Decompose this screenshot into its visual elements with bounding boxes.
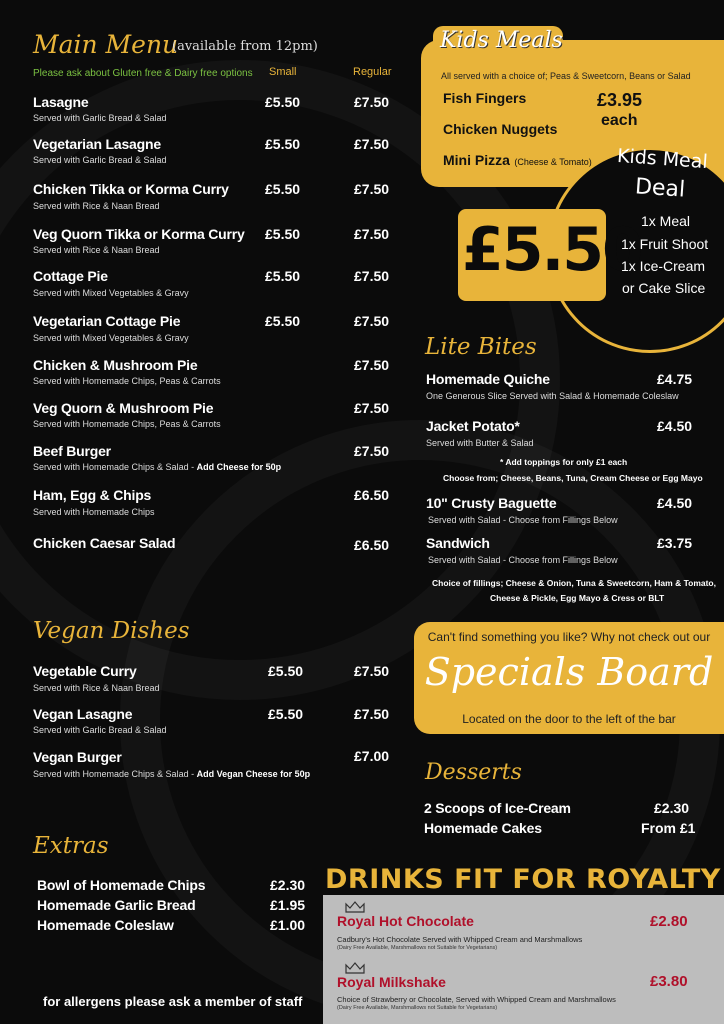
item-desc: Served with Mixed Vegetables & Gravy xyxy=(33,333,189,343)
kids-deal-line: or Cake Slice xyxy=(622,280,706,296)
kids-item-name: Mini Pizza xyxy=(443,152,510,168)
drinks-title: DRINKS FIT FOR ROYALTY xyxy=(325,864,721,895)
kids-served-note: All served with a choice of; Peas & Sweetcorn, Beans or Salad xyxy=(441,71,691,81)
gluten-note: Please ask about Gluten free & Dairy free options xyxy=(33,68,253,79)
main-menu-availability: (available from 12pm) xyxy=(172,39,318,54)
fillings-note: Choice of fillings; Cheese & Onion, Tuna & Sweetcorn, Ham & Tomato, xyxy=(432,578,716,588)
lite-item-price: £4.50 xyxy=(657,418,693,434)
price-regular: £7.50 xyxy=(354,443,390,459)
extras-item-price: £2.30 xyxy=(270,877,306,893)
price-regular: £7.50 xyxy=(354,663,390,679)
price-regular: £6.50 xyxy=(354,537,390,553)
price-regular: £7.50 xyxy=(354,94,390,110)
item-name: Vegan Burger xyxy=(33,749,122,765)
lite-item-desc: One Generous Slice Served with Salad & Homemade Coleslaw xyxy=(426,391,679,401)
kids-item xyxy=(443,152,592,170)
extras-title: Extras xyxy=(33,833,109,859)
kids-deal-line: 1x Ice-Cream xyxy=(621,258,706,274)
lite-bites-title: Lite Bites xyxy=(425,334,537,360)
price-regular: £6.50 xyxy=(354,487,390,503)
price-regular: £7.50 xyxy=(354,268,390,284)
price-regular: £7.50 xyxy=(354,400,390,416)
dessert-item-name: Homemade Cakes xyxy=(424,820,542,836)
lite-item-name: Sandwich xyxy=(426,535,490,551)
dessert-item-price: £2.30 xyxy=(654,800,690,816)
drink-note: (Dairy Free Available, Marshmallows not Suitable for Vegetarians) xyxy=(337,1005,498,1011)
item-desc: Served with Rice & Naan Bread xyxy=(33,683,160,693)
price-small: £5.50 xyxy=(265,181,301,197)
lite-item-price: £3.75 xyxy=(657,535,693,551)
drink-name: Royal Milkshake xyxy=(337,974,446,990)
item-name: Vegetarian Cottage Pie xyxy=(33,313,181,329)
lite-item-desc: Served with Salad - Choose from Fillings Below xyxy=(428,555,618,565)
item-name: Veg Quorn Tikka or Korma Curry xyxy=(33,226,245,242)
kids-item: Chicken Nuggets xyxy=(443,121,558,137)
lite-item-price: £4.50 xyxy=(657,495,693,511)
vegan-title: Vegan Dishes xyxy=(33,618,190,644)
lite-item-desc: Served with Salad - Choose from Fillings Below xyxy=(428,515,618,525)
col-small-header: Small xyxy=(269,66,297,78)
item-name: Chicken & Mushroom Pie xyxy=(33,357,198,373)
item-name: Chicken Caesar Salad xyxy=(33,535,176,551)
item-name: Beef Burger xyxy=(33,443,111,459)
specials-title: Specials Board xyxy=(424,650,714,694)
drink-desc: Cadbury's Hot Chocolate Served with Whipped Cream and Marshmallows xyxy=(337,935,583,944)
lite-item-name: 10" Crusty Baguette xyxy=(426,495,557,511)
dessert-item-name: 2 Scoops of Ice-Cream xyxy=(424,800,571,816)
specials-line2: Located on the door to the left of the bar xyxy=(462,712,676,726)
drink-note: (Dairy Free Available, Marshmallows not Suitable for Vegetarians) xyxy=(337,945,498,951)
price-regular: £7.50 xyxy=(354,136,390,152)
price-regular: £7.00 xyxy=(354,748,390,764)
drink-price: £2.80 xyxy=(650,913,688,930)
drink-name: Royal Hot Chocolate xyxy=(337,913,474,929)
price-small: £5.50 xyxy=(268,663,304,679)
allergen-note: for allergens please ask a member of staff xyxy=(43,994,303,1009)
drink-price: £3.80 xyxy=(650,973,688,990)
kids-meals-title: Kids Meals xyxy=(440,28,563,53)
fillings-note: Cheese & Pickle, Egg Mayo & Cress or BLT xyxy=(490,593,665,603)
lite-item-price: £4.75 xyxy=(657,371,693,387)
price-regular: £7.50 xyxy=(354,706,390,722)
item-name: Lasagne xyxy=(33,94,89,110)
item-desc: Served with Homemade Chips, Peas & Carrots xyxy=(33,419,221,429)
kids-pizza-note: (Cheese & Tomato) xyxy=(514,157,592,167)
item-desc xyxy=(33,462,281,472)
kids-deal-title: Kids Meal xyxy=(616,144,709,174)
item-name: Cottage Pie xyxy=(33,268,108,284)
item-desc: Served with Mixed Vegetables & Gravy xyxy=(33,288,189,298)
price-small: £5.50 xyxy=(265,268,301,284)
lite-item-name: Jacket Potato* xyxy=(426,418,520,434)
item-desc: Served with Garlic Bread & Salad xyxy=(33,113,167,123)
kids-item: Fish Fingers xyxy=(443,90,527,106)
item-name: Veg Quorn & Mushroom Pie xyxy=(33,400,214,416)
item-name: Vegan Lasagne xyxy=(33,706,133,722)
price-regular: £7.50 xyxy=(354,226,390,242)
lite-item-desc: Served with Butter & Salad xyxy=(426,438,534,448)
kids-deal-line: 1x Fruit Shoot xyxy=(621,236,709,252)
item-desc: Served with Homemade Chips xyxy=(33,507,155,517)
item-desc-text: Served with Homemade Chips & Salad - xyxy=(33,769,197,779)
item-desc: Served with Rice & Naan Bread xyxy=(33,245,160,255)
item-desc: Served with Homemade Chips, Peas & Carrots xyxy=(33,376,221,386)
specials-line1: Can't find something you like? Why not check out our xyxy=(427,630,711,644)
col-regular-header: Regular xyxy=(353,66,392,78)
main-menu-title: Main Menu xyxy=(33,30,179,59)
item-desc-text: Served with Homemade Chips & Salad - xyxy=(33,462,197,472)
price-regular: £7.50 xyxy=(354,313,390,329)
price-regular: £7.50 xyxy=(354,181,390,197)
extras-item-name: Bowl of Homemade Chips xyxy=(37,877,206,893)
item-desc: Served with Garlic Bread & Salad xyxy=(33,725,167,735)
item-name: Vegetable Curry xyxy=(33,663,137,679)
price-small: £5.50 xyxy=(265,226,301,242)
price-small: £5.50 xyxy=(265,94,301,110)
item-desc-addon: Add Vegan Cheese for 50p xyxy=(196,769,311,779)
item-desc xyxy=(33,769,310,779)
specials-board-panel xyxy=(414,622,724,734)
item-name: Vegetarian Lasagne xyxy=(33,136,161,152)
dessert-item-price: From £1 xyxy=(641,820,696,836)
extras-item-name: Homemade Garlic Bread xyxy=(37,897,196,913)
item-name: Ham, Egg & Chips xyxy=(33,487,152,503)
price-small: £5.50 xyxy=(265,136,301,152)
item-desc: Served with Garlic Bread & Salad xyxy=(33,155,167,165)
toppings-note: * Add toppings for only £1 each xyxy=(500,457,628,467)
kids-deal-price: £5.50 xyxy=(462,215,642,285)
item-name: Chicken Tikka or Korma Curry xyxy=(33,181,229,197)
lite-item-name: Homemade Quiche xyxy=(426,371,550,387)
drink-desc: Choice of Strawberry or Chocolate, Served with Whipped Cream and Marshmallows xyxy=(337,995,616,1004)
toppings-choices: Choose from; Cheese, Beans, Tuna, Cream Cheese or Egg Mayo xyxy=(443,473,703,483)
extras-item-price: £1.95 xyxy=(270,897,306,913)
item-desc-addon: Add Cheese for 50p xyxy=(196,462,282,472)
price-regular: £7.50 xyxy=(354,357,390,373)
price-small: £5.50 xyxy=(268,706,304,722)
price-small: £5.50 xyxy=(265,313,301,329)
kids-deal-title: Deal xyxy=(634,174,686,203)
desserts-title: Desserts xyxy=(425,760,522,785)
kids-deal-line: 1x Meal xyxy=(641,213,691,229)
kids-price-each: each xyxy=(601,112,638,129)
item-desc: Served with Rice & Naan Bread xyxy=(33,201,160,211)
extras-item-price: £1.00 xyxy=(270,917,306,933)
kids-price: £3.95 xyxy=(597,90,643,110)
extras-item-name: Homemade Coleslaw xyxy=(37,917,174,933)
